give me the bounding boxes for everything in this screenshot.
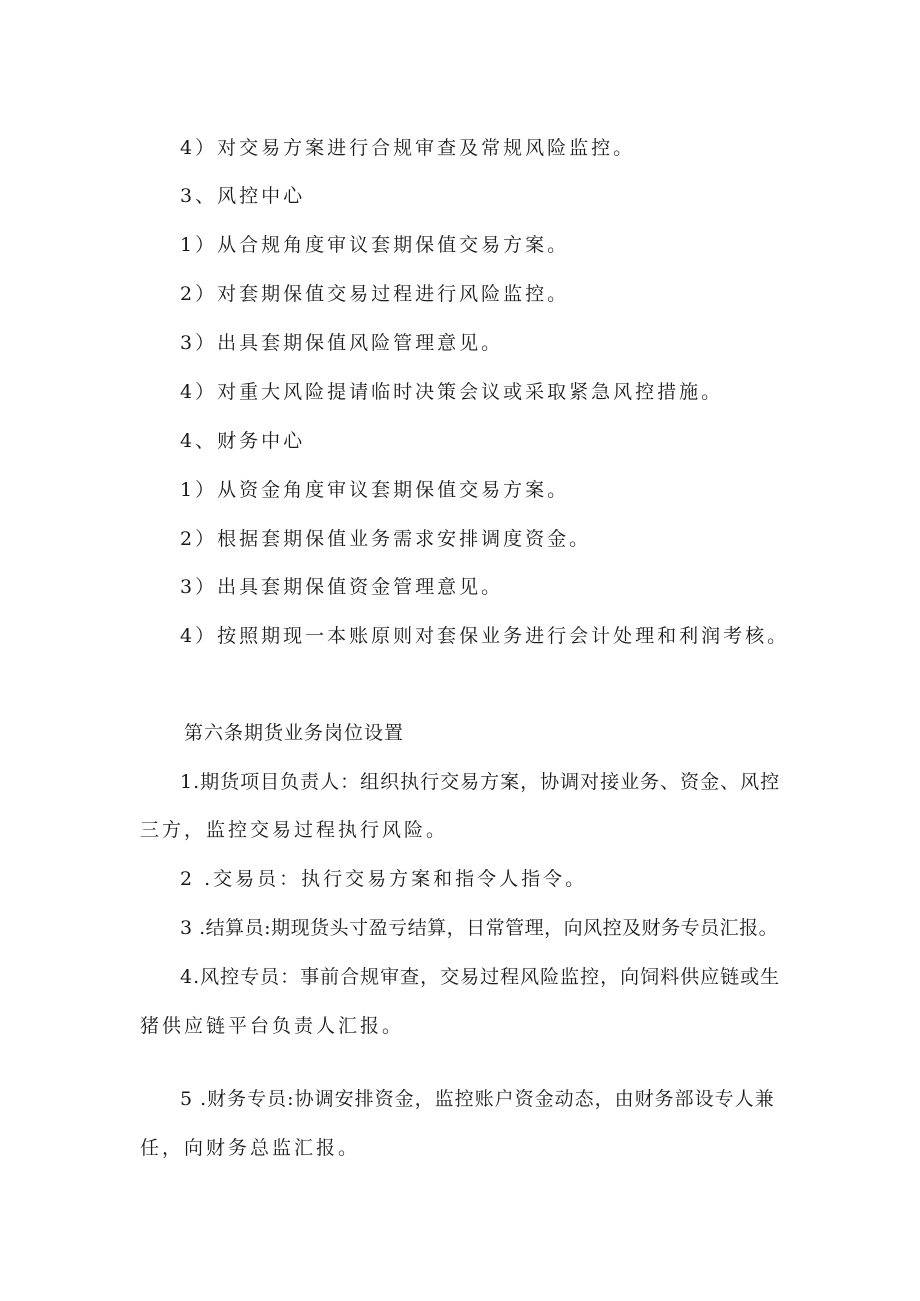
finance-item-2: 2）根据套期保值业务需求安排调度资金。 [180,528,592,550]
finance-item-3: 3）出具套期保值资金管理意见。 [180,576,504,598]
position-1-line-2: 三方，监控交易过程执行风险。 [140,819,449,841]
position-3: 3 .结算员:期现货头寸盈亏结算，日常管理，向风控及财务专员汇报。 [180,917,779,939]
risk-item-2: 2）对套期保值交易过程进行风险监控。 [180,283,570,305]
position-2: 2 .交易员：执行交易方案和指令人指令。 [180,868,588,890]
finance-item-4: 4）按照期现一本账原则对套保业务进行会计处理和利润考核。 [180,625,790,647]
position-5-line-1: 5 .财务专员:协调安排资金，监控账户资金动态，由财务部设专人兼 [180,1088,775,1110]
position-1-line-1: 1.期货项目负责人：组织执行交易方案，协调对接业务、资金、风控 [180,771,781,793]
position-4-line-2: 猪供应链平台负责人汇报。 [140,1015,405,1037]
risk-item-1: 1）从合规角度审议套期保值交易方案。 [180,234,570,256]
position-4-line-1: 4.风控专员：事前合规审查，交易过程风险监控，向饲料供应链或生 [180,966,781,988]
position-5-line-2: 任，向财务总监汇报。 [140,1137,361,1159]
section-finance-center: 4、财务中心 [180,430,306,452]
finance-item-1: 1）从资金角度审议套期保值交易方案。 [180,479,570,501]
section-risk-center: 3、风控中心 [180,185,306,207]
article-heading: 第六条期货业务岗位设置 [184,722,405,744]
risk-item-4: 4）对重大风险提请临时决策会议或采取紧急风控措施。 [180,381,724,403]
risk-item-3: 3）出具套期保值风险管理意见。 [180,332,504,354]
item-4-compliance-review: 4）对交易方案进行合规审查及常规风险监控。 [180,137,636,159]
